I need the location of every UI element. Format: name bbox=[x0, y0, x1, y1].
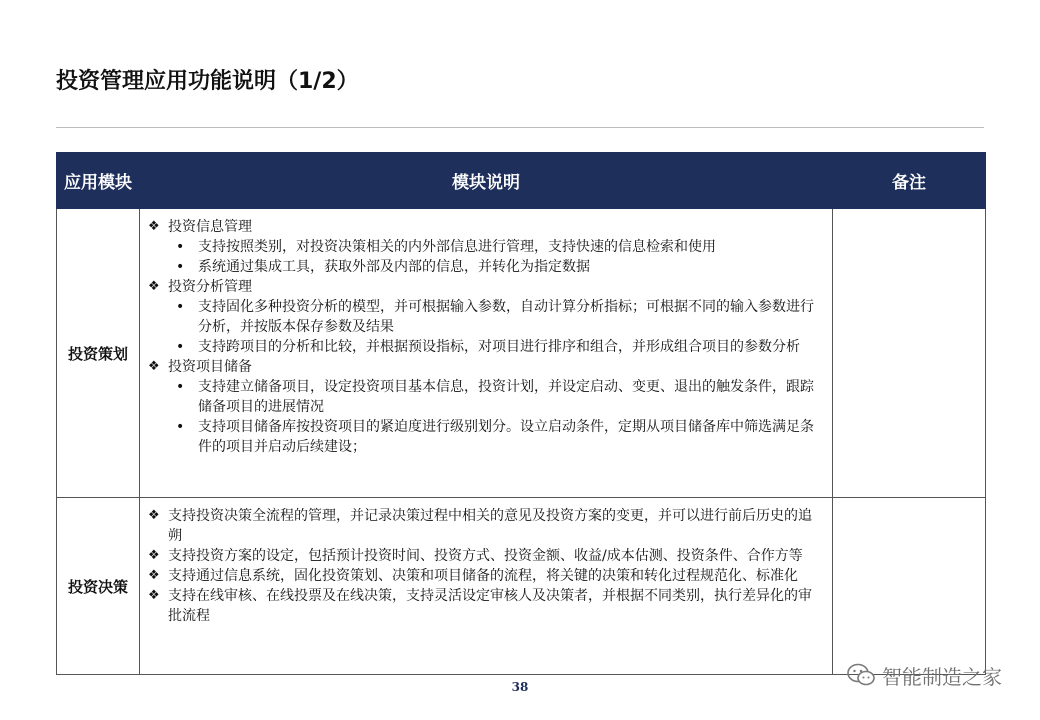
diamond-bullet-icon: ❖ bbox=[148, 568, 160, 583]
list-item: ❖ 支持在线审核、在线投票及在线决策，支持灵活设定审核人及决策者，并根据不同类别，执行差异化的审批流程 bbox=[148, 588, 812, 624]
diamond-bullet-icon: ❖ bbox=[148, 219, 160, 234]
list-item: ❖ 支持投资方案的设定，包括预计投资时间、投资方式、投资金额、收益/成本估测、投资条件、合作方等 bbox=[148, 548, 803, 564]
page-title: 投资管理应用功能说明（1/2） bbox=[56, 69, 359, 94]
dot-bullet-icon: • bbox=[176, 379, 185, 395]
list-item: • 支持按照类别，对投资决策相关的内外部信息进行管理，支持快速的信息检索和使用 bbox=[176, 239, 716, 255]
group-heading: ❖ 投资信息管理 bbox=[148, 219, 252, 235]
list-item: • 支持建立储备项目，设定投资项目基本信息，投资计划，并设定启动、变更、退出的触发条件，跟踪储备项目的进展情况 bbox=[176, 379, 814, 415]
diamond-bullet-icon: ❖ bbox=[148, 508, 160, 523]
header-description: 模块说明 bbox=[140, 153, 833, 209]
header-module: 应用模块 bbox=[57, 153, 140, 209]
watermark bbox=[846, 660, 1002, 690]
header-remark: 备注 bbox=[833, 153, 986, 209]
dot-bullet-icon: • bbox=[176, 419, 185, 435]
module-remark bbox=[833, 498, 986, 675]
table-row bbox=[57, 209, 986, 498]
module-description bbox=[140, 209, 833, 498]
watermark-text: 智能制造之家 bbox=[882, 664, 1002, 689]
wechat-icon bbox=[846, 662, 876, 688]
title-divider bbox=[56, 127, 984, 128]
list-item: • 支持跨项目的分析和比较，并根据预设指标，对项目进行排序和组合，并形成组合项目的参数分析 bbox=[176, 339, 800, 355]
dot-bullet-icon: • bbox=[176, 299, 185, 315]
group-heading: ❖ 投资分析管理 bbox=[148, 279, 252, 295]
dot-bullet-icon: • bbox=[176, 259, 185, 275]
list-item: • 支持固化多种投资分析的模型，并可根据输入参数，自动计算分析指标；可根据不同的输入参数进行分析，并按版本保存参数及结果 bbox=[176, 299, 814, 335]
table-header-row bbox=[57, 153, 986, 209]
module-remark bbox=[833, 209, 986, 498]
dot-bullet-icon: • bbox=[176, 339, 185, 355]
diamond-bullet-icon: ❖ bbox=[148, 359, 160, 374]
dot-bullet-icon: • bbox=[176, 239, 185, 255]
module-name: 投资策划 bbox=[57, 209, 140, 498]
diamond-bullet-icon: ❖ bbox=[148, 279, 160, 294]
page-number: 38 bbox=[511, 680, 529, 694]
diamond-bullet-icon: ❖ bbox=[148, 588, 160, 603]
diamond-bullet-icon: ❖ bbox=[148, 548, 160, 563]
list-item: ❖ 支持投资决策全流程的管理，并记录决策过程中相关的意见及投资方案的变更，并可以进行前后历史的追朔 bbox=[148, 508, 812, 544]
function-table bbox=[56, 152, 986, 675]
list-item: • 系统通过集成工具，获取外部及内部的信息，并转化为指定数据 bbox=[176, 259, 590, 275]
module-name: 投资决策 bbox=[57, 498, 140, 675]
list-item: ❖ 支持通过信息系统，固化投资策划、决策和项目储备的流程，将关键的决策和转化过程规范化、标准化 bbox=[148, 568, 798, 584]
module-description bbox=[140, 498, 833, 675]
group-heading: ❖ 投资项目储备 bbox=[148, 359, 252, 375]
table-row bbox=[57, 498, 986, 675]
list-item: • 支持项目储备库按投资项目的紧迫度进行级别划分。设立启动条件，定期从项目储备库中筛选满足条件的项目并启动后续建设； bbox=[176, 419, 814, 455]
